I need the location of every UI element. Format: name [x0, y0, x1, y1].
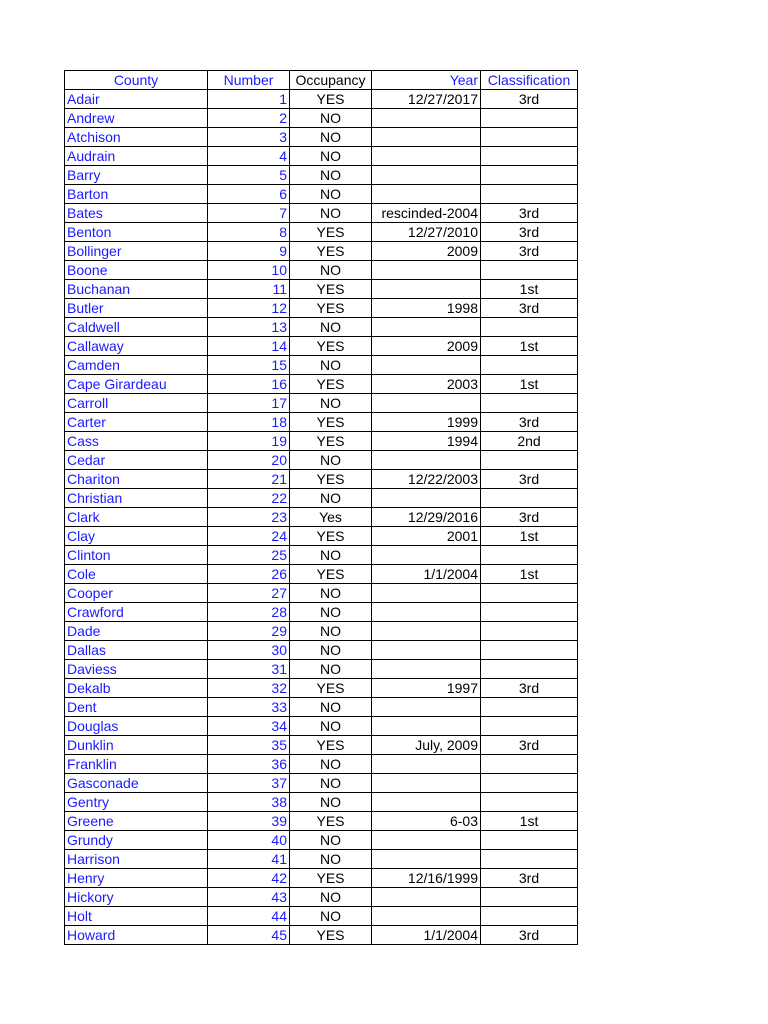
classification-cell: 3rd — [481, 413, 578, 432]
number-cell: 17 — [208, 394, 290, 413]
classification-cell — [481, 698, 578, 717]
county-cell: Cedar — [65, 451, 208, 470]
year-cell — [372, 394, 481, 413]
number-cell: 10 — [208, 261, 290, 280]
county-cell: Barry — [65, 166, 208, 185]
county-cell: Dade — [65, 622, 208, 641]
occupancy-cell: NO — [290, 489, 372, 508]
number-cell: 22 — [208, 489, 290, 508]
year-column-header: Year — [372, 71, 481, 90]
number-cell: 37 — [208, 774, 290, 793]
number-cell: 5 — [208, 166, 290, 185]
year-cell — [372, 831, 481, 850]
table-row — [65, 698, 578, 717]
table-header-row — [65, 71, 578, 90]
table-row — [65, 299, 578, 318]
number-cell: 20 — [208, 451, 290, 470]
county-cell: Andrew — [65, 109, 208, 128]
number-cell: 32 — [208, 679, 290, 698]
occupancy-cell: YES — [290, 223, 372, 242]
table-row — [65, 926, 578, 945]
year-cell — [372, 261, 481, 280]
number-cell: 34 — [208, 717, 290, 736]
county-cell: Atchison — [65, 128, 208, 147]
table-row — [65, 527, 578, 546]
number-cell: 2 — [208, 109, 290, 128]
number-cell: 39 — [208, 812, 290, 831]
county-cell: Cape Girardeau — [65, 375, 208, 394]
occupancy-cell: YES — [290, 413, 372, 432]
classification-cell — [481, 603, 578, 622]
number-cell: 16 — [208, 375, 290, 394]
occupancy-cell: NO — [290, 888, 372, 907]
table-row — [65, 356, 578, 375]
table-row — [65, 584, 578, 603]
table-row — [65, 812, 578, 831]
number-cell: 28 — [208, 603, 290, 622]
year-cell — [372, 717, 481, 736]
classification-cell: 3rd — [481, 736, 578, 755]
table-row — [65, 375, 578, 394]
county-cell: Bates — [65, 204, 208, 223]
classification-cell: 3rd — [481, 679, 578, 698]
county-cell: Butler — [65, 299, 208, 318]
county-cell: Franklin — [65, 755, 208, 774]
classification-cell — [481, 489, 578, 508]
number-cell: 33 — [208, 698, 290, 717]
county-cell: Gentry — [65, 793, 208, 812]
occupancy-cell: YES — [290, 432, 372, 451]
classification-column-header: Classification — [481, 71, 578, 90]
classification-cell — [481, 641, 578, 660]
year-cell — [372, 888, 481, 907]
number-column-header: Number — [208, 71, 290, 90]
table-row — [65, 736, 578, 755]
county-cell: Cass — [65, 432, 208, 451]
classification-cell: 1st — [481, 337, 578, 356]
county-cell: Clay — [65, 527, 208, 546]
number-cell: 8 — [208, 223, 290, 242]
number-cell: 42 — [208, 869, 290, 888]
classification-cell — [481, 185, 578, 204]
county-cell: Dent — [65, 698, 208, 717]
occupancy-cell: NO — [290, 128, 372, 147]
table-row — [65, 888, 578, 907]
county-cell: Dekalb — [65, 679, 208, 698]
table-row — [65, 641, 578, 660]
table-row — [65, 489, 578, 508]
occupancy-cell: NO — [290, 584, 372, 603]
classification-cell: 3rd — [481, 299, 578, 318]
number-cell: 13 — [208, 318, 290, 337]
classification-cell — [481, 584, 578, 603]
classification-cell: 1st — [481, 812, 578, 831]
occupancy-cell: NO — [290, 109, 372, 128]
occupancy-cell: NO — [290, 831, 372, 850]
county-cell: Clark — [65, 508, 208, 527]
number-cell: 31 — [208, 660, 290, 679]
number-cell: 35 — [208, 736, 290, 755]
classification-cell — [481, 356, 578, 375]
table-body — [65, 90, 578, 945]
county-cell: Clinton — [65, 546, 208, 565]
year-cell: 1/1/2004 — [372, 926, 481, 945]
classification-cell: 3rd — [481, 242, 578, 261]
number-cell: 3 — [208, 128, 290, 147]
occupancy-column-header: Occupancy — [290, 71, 372, 90]
classification-cell: 1st — [481, 565, 578, 584]
classification-cell — [481, 261, 578, 280]
classification-cell: 3rd — [481, 470, 578, 489]
table-row — [65, 413, 578, 432]
year-cell — [372, 185, 481, 204]
number-cell: 21 — [208, 470, 290, 489]
year-cell — [372, 584, 481, 603]
number-cell: 44 — [208, 907, 290, 926]
classification-cell — [481, 546, 578, 565]
year-cell: 12/16/1999 — [372, 869, 481, 888]
county-cell: Crawford — [65, 603, 208, 622]
table-row — [65, 565, 578, 584]
table-row — [65, 508, 578, 527]
occupancy-cell: YES — [290, 869, 372, 888]
county-cell: Benton — [65, 223, 208, 242]
occupancy-cell: YES — [290, 565, 372, 584]
table-row — [65, 603, 578, 622]
table-row — [65, 432, 578, 451]
year-cell: 12/27/2010 — [372, 223, 481, 242]
classification-cell — [481, 128, 578, 147]
number-cell: 23 — [208, 508, 290, 527]
occupancy-cell: NO — [290, 318, 372, 337]
occupancy-cell: NO — [290, 641, 372, 660]
county-cell: Douglas — [65, 717, 208, 736]
year-cell: 2001 — [372, 527, 481, 546]
occupancy-cell: YES — [290, 926, 372, 945]
table-row — [65, 774, 578, 793]
number-cell: 45 — [208, 926, 290, 945]
occupancy-cell: YES — [290, 242, 372, 261]
table-row — [65, 679, 578, 698]
number-cell: 14 — [208, 337, 290, 356]
classification-cell: 3rd — [481, 223, 578, 242]
year-cell: 2009 — [372, 242, 481, 261]
year-cell: 1998 — [372, 299, 481, 318]
table-row — [65, 337, 578, 356]
year-cell — [372, 318, 481, 337]
table-row — [65, 470, 578, 489]
county-cell: Henry — [65, 869, 208, 888]
year-cell — [372, 451, 481, 470]
county-cell: Barton — [65, 185, 208, 204]
table-row — [65, 280, 578, 299]
county-cell: Camden — [65, 356, 208, 375]
classification-cell: 3rd — [481, 508, 578, 527]
occupancy-cell: NO — [290, 850, 372, 869]
classification-cell — [481, 166, 578, 185]
classification-cell: 1st — [481, 527, 578, 546]
occupancy-cell: NO — [290, 394, 372, 413]
year-cell — [372, 641, 481, 660]
county-cell: Grundy — [65, 831, 208, 850]
classification-cell — [481, 755, 578, 774]
number-cell: 7 — [208, 204, 290, 223]
year-cell — [372, 850, 481, 869]
occupancy-cell: YES — [290, 280, 372, 299]
year-cell: 6-03 — [372, 812, 481, 831]
year-cell — [372, 280, 481, 299]
classification-cell — [481, 774, 578, 793]
table-row — [65, 223, 578, 242]
table-row — [65, 318, 578, 337]
county-cell: Harrison — [65, 850, 208, 869]
occupancy-cell: YES — [290, 337, 372, 356]
year-cell — [372, 147, 481, 166]
county-cell: Callaway — [65, 337, 208, 356]
number-cell: 9 — [208, 242, 290, 261]
occupancy-cell: NO — [290, 261, 372, 280]
classification-cell — [481, 394, 578, 413]
classification-cell — [481, 793, 578, 812]
classification-cell: 2nd — [481, 432, 578, 451]
occupancy-cell: NO — [290, 204, 372, 223]
year-cell: rescinded-2004 — [372, 204, 481, 223]
county-cell: Caldwell — [65, 318, 208, 337]
number-cell: 43 — [208, 888, 290, 907]
occupancy-cell: YES — [290, 470, 372, 489]
year-cell — [372, 128, 481, 147]
county-cell: Audrain — [65, 147, 208, 166]
occupancy-cell: NO — [290, 774, 372, 793]
number-cell: 38 — [208, 793, 290, 812]
year-cell — [372, 356, 481, 375]
classification-cell — [481, 147, 578, 166]
year-cell: 12/27/2017 — [372, 90, 481, 109]
county-cell: Dunklin — [65, 736, 208, 755]
occupancy-cell: YES — [290, 527, 372, 546]
classification-cell: 3rd — [481, 869, 578, 888]
table-row — [65, 166, 578, 185]
year-cell: 12/29/2016 — [372, 508, 481, 527]
occupancy-cell: NO — [290, 717, 372, 736]
table-row — [65, 204, 578, 223]
year-cell: July, 2009 — [372, 736, 481, 755]
table-row — [65, 755, 578, 774]
occupancy-cell: YES — [290, 812, 372, 831]
occupancy-cell: NO — [290, 907, 372, 926]
county-cell: Carroll — [65, 394, 208, 413]
table-row — [65, 185, 578, 204]
table-row — [65, 850, 578, 869]
occupancy-cell: NO — [290, 622, 372, 641]
occupancy-cell: YES — [290, 375, 372, 394]
classification-cell — [481, 109, 578, 128]
table-row — [65, 451, 578, 470]
occupancy-cell: NO — [290, 698, 372, 717]
table-row — [65, 147, 578, 166]
year-cell — [372, 603, 481, 622]
classification-cell — [481, 318, 578, 337]
number-cell: 15 — [208, 356, 290, 375]
number-cell: 36 — [208, 755, 290, 774]
county-cell: Adair — [65, 90, 208, 109]
year-cell — [372, 793, 481, 812]
occupancy-cell: YES — [290, 90, 372, 109]
table-row — [65, 128, 578, 147]
classification-cell — [481, 622, 578, 641]
table-row — [65, 660, 578, 679]
classification-cell — [481, 717, 578, 736]
table-row — [65, 622, 578, 641]
county-cell: Holt — [65, 907, 208, 926]
year-cell — [372, 698, 481, 717]
classification-cell: 3rd — [481, 926, 578, 945]
occupancy-cell: NO — [290, 660, 372, 679]
occupancy-cell: NO — [290, 166, 372, 185]
number-cell: 12 — [208, 299, 290, 318]
classification-cell: 3rd — [481, 204, 578, 223]
year-cell: 1999 — [372, 413, 481, 432]
county-cell: Dallas — [65, 641, 208, 660]
occupancy-cell: NO — [290, 147, 372, 166]
number-cell: 11 — [208, 280, 290, 299]
year-cell — [372, 109, 481, 128]
table-row — [65, 546, 578, 565]
county-cell: Christian — [65, 489, 208, 508]
county-cell: Carter — [65, 413, 208, 432]
table-row — [65, 831, 578, 850]
table-row — [65, 242, 578, 261]
classification-cell — [481, 451, 578, 470]
occupancy-cell: YES — [290, 299, 372, 318]
table-row — [65, 109, 578, 128]
occupancy-cell: NO — [290, 185, 372, 204]
occupancy-cell: Yes — [290, 508, 372, 527]
classification-cell — [481, 888, 578, 907]
county-cell: Chariton — [65, 470, 208, 489]
year-cell: 1994 — [372, 432, 481, 451]
occupancy-cell: NO — [290, 755, 372, 774]
county-cell: Boone — [65, 261, 208, 280]
classification-cell — [481, 850, 578, 869]
number-cell: 1 — [208, 90, 290, 109]
table-row — [65, 717, 578, 736]
occupancy-cell: YES — [290, 736, 372, 755]
year-cell: 1/1/2004 — [372, 565, 481, 584]
year-cell — [372, 907, 481, 926]
occupancy-cell: YES — [290, 679, 372, 698]
number-cell: 41 — [208, 850, 290, 869]
year-cell: 2003 — [372, 375, 481, 394]
classification-cell — [481, 907, 578, 926]
table-row — [65, 90, 578, 109]
classification-cell: 1st — [481, 280, 578, 299]
year-cell: 1997 — [372, 679, 481, 698]
number-cell: 40 — [208, 831, 290, 850]
classification-cell — [481, 660, 578, 679]
number-cell: 25 — [208, 546, 290, 565]
year-cell: 12/22/2003 — [372, 470, 481, 489]
number-cell: 27 — [208, 584, 290, 603]
number-cell: 29 — [208, 622, 290, 641]
year-cell: 2009 — [372, 337, 481, 356]
table-row — [65, 907, 578, 926]
year-cell — [372, 622, 481, 641]
table-row — [65, 261, 578, 280]
year-cell — [372, 774, 481, 793]
year-cell — [372, 660, 481, 679]
number-cell: 30 — [208, 641, 290, 660]
number-cell: 18 — [208, 413, 290, 432]
table-row — [65, 869, 578, 888]
number-cell: 26 — [208, 565, 290, 584]
occupancy-cell: NO — [290, 603, 372, 622]
occupancy-cell: NO — [290, 356, 372, 375]
occupancy-cell: NO — [290, 546, 372, 565]
classification-cell: 3rd — [481, 90, 578, 109]
number-cell: 19 — [208, 432, 290, 451]
table-row — [65, 394, 578, 413]
county-cell: Howard — [65, 926, 208, 945]
county-cell: Buchanan — [65, 280, 208, 299]
county-cell: Cooper — [65, 584, 208, 603]
year-cell — [372, 166, 481, 185]
year-cell — [372, 755, 481, 774]
year-cell — [372, 546, 481, 565]
classification-cell: 1st — [481, 375, 578, 394]
year-cell — [372, 489, 481, 508]
county-column-header: County — [65, 71, 208, 90]
occupancy-cell: NO — [290, 793, 372, 812]
county-cell: Daviess — [65, 660, 208, 679]
number-cell: 24 — [208, 527, 290, 546]
county-cell: Greene — [65, 812, 208, 831]
classification-cell — [481, 831, 578, 850]
county-cell: Cole — [65, 565, 208, 584]
county-cell: Bollinger — [65, 242, 208, 261]
table-row — [65, 793, 578, 812]
county-cell: Gasconade — [65, 774, 208, 793]
county-cell: Hickory — [65, 888, 208, 907]
number-cell: 4 — [208, 147, 290, 166]
occupancy-cell: NO — [290, 451, 372, 470]
number-cell: 6 — [208, 185, 290, 204]
county-occupancy-table — [64, 70, 578, 945]
